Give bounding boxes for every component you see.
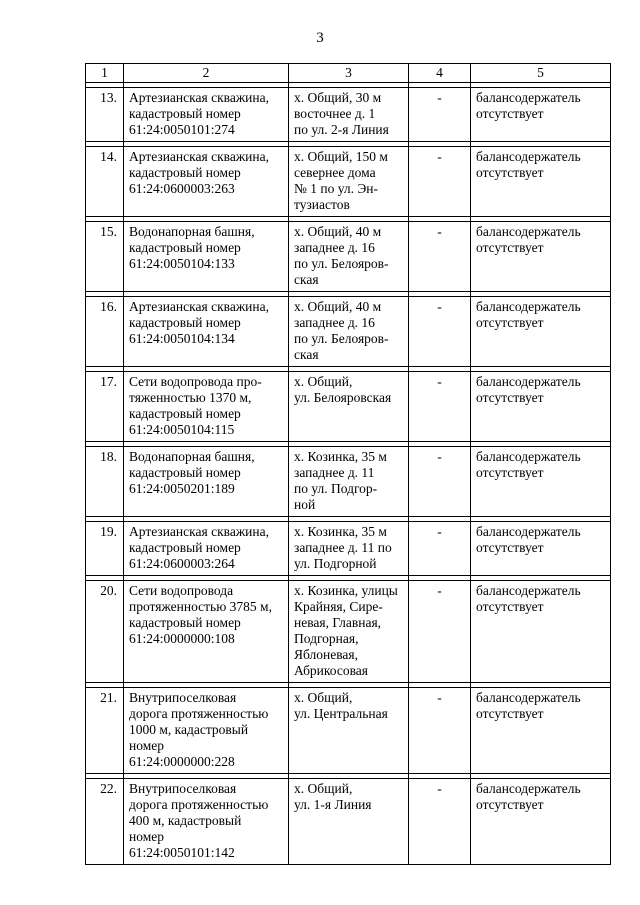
object-location-line: невая, Главная, (294, 615, 382, 630)
object-location-line: ул. 1-я Линия (294, 797, 372, 812)
balance-holder (471, 297, 611, 367)
object-name-line: дорога протяженностью (129, 706, 269, 721)
object-location-line: тузиастов (294, 197, 350, 212)
row-number: 14. (86, 147, 124, 217)
balance-holder-line: отсутствует (476, 706, 544, 721)
object-location-line: х. Козинка, 35 м (294, 449, 387, 464)
object-name-line: кадастровый номер (129, 165, 241, 180)
object-name (124, 688, 289, 774)
object-location-line: ул. Белояровская (294, 390, 392, 405)
table-row (86, 581, 611, 683)
row-number: 22. (86, 779, 124, 865)
table-row (86, 372, 611, 442)
column-4-value: - (409, 147, 471, 217)
column-4-value: - (409, 688, 471, 774)
table-header-row (86, 64, 611, 83)
object-name-line: 61:24:0050104:115 (129, 422, 235, 437)
balance-holder (471, 447, 611, 517)
object-location-line: Подгорная, (294, 631, 359, 646)
table-body (86, 83, 611, 865)
balance-holder-line: балансодержатель (476, 781, 581, 796)
row-number: 20. (86, 581, 124, 683)
object-name-line: кадастровый номер (129, 406, 241, 421)
column-header-3: 3 (289, 64, 409, 83)
table-row (86, 447, 611, 517)
object-location-line: по ул. 2-я Линия (294, 122, 389, 137)
object-name-line: Водонапорная башня, (129, 224, 255, 239)
table-row (86, 779, 611, 865)
object-name-line: Водонапорная башня, (129, 449, 255, 464)
object-name (124, 147, 289, 217)
table-row (86, 88, 611, 142)
object-name-line: Артезианская скважина, (129, 299, 269, 314)
balance-holder-line: балансодержатель (476, 90, 581, 105)
balance-holder-line: балансодержатель (476, 449, 581, 464)
column-header-2: 2 (124, 64, 289, 83)
balance-holder-line: балансодержатель (476, 149, 581, 164)
row-number: 17. (86, 372, 124, 442)
object-name-line: Сети водопровода (129, 583, 234, 598)
object-name-line: номер (129, 738, 165, 753)
object-name-line: Внутрипоселковая (129, 690, 237, 705)
column-4-value: - (409, 222, 471, 292)
column-4-value: - (409, 447, 471, 517)
object-name (124, 581, 289, 683)
table-row (86, 297, 611, 367)
object-location-line: севернее дома (294, 165, 376, 180)
object-name-line: кадастровый номер (129, 315, 241, 330)
balance-holder (471, 581, 611, 683)
object-name-line: Артезианская скважина, (129, 90, 269, 105)
object-location-line: х. Общий, (294, 781, 353, 796)
table-row (86, 147, 611, 217)
object-location-line: по ул. Подгор- (294, 481, 378, 496)
object-name (124, 522, 289, 576)
object-location (289, 222, 409, 292)
balance-holder-line: отсутствует (476, 240, 544, 255)
balance-holder-line: отсутствует (476, 797, 544, 812)
object-location-line: Яблоневая, (294, 647, 359, 662)
object-location-line: ская (294, 347, 319, 362)
object-name-line: дорога протяженностью (129, 797, 269, 812)
row-number: 16. (86, 297, 124, 367)
object-name-line: 61:24:0050101:142 (129, 845, 235, 860)
object-name-line: 61:24:0000000:108 (129, 631, 235, 646)
column-header-4: 4 (409, 64, 471, 83)
object-location-line: х. Козинка, 35 м (294, 524, 387, 539)
balance-holder-line: отсутствует (476, 165, 544, 180)
object-location-line: ной (294, 497, 316, 512)
object-location (289, 779, 409, 865)
object-name-line: Внутрипоселковая (129, 781, 237, 796)
object-location-line: х. Общий, 30 м (294, 90, 382, 105)
object-name (124, 297, 289, 367)
column-header-5: 5 (471, 64, 611, 83)
object-location-line: Крайняя, Сире- (294, 599, 383, 614)
object-location-line: западнее д. 11 по (294, 540, 392, 555)
column-4-value: - (409, 372, 471, 442)
object-location-line: западнее д. 16 (294, 240, 375, 255)
object-location (289, 447, 409, 517)
balance-holder (471, 222, 611, 292)
object-name-line: 1000 м, кадастровый (129, 722, 249, 737)
object-name-line: Артезианская скважина, (129, 524, 269, 539)
object-name-line: кадастровый номер (129, 106, 241, 121)
row-number: 13. (86, 88, 124, 142)
object-location-line: ул. Центральная (294, 706, 388, 721)
object-name (124, 779, 289, 865)
object-name-line: тяженностью 1370 м, (129, 390, 252, 405)
object-name-line: 61:24:0600003:264 (129, 556, 235, 571)
row-number: 15. (86, 222, 124, 292)
property-registry-table (85, 63, 611, 865)
balance-holder-line: отсутствует (476, 465, 544, 480)
page-number: 3 (316, 30, 324, 46)
object-name-line: кадастровый номер (129, 540, 241, 555)
object-location (289, 297, 409, 367)
column-4-value: - (409, 297, 471, 367)
balance-holder-line: балансодержатель (476, 374, 581, 389)
object-name-line: 61:24:0050104:134 (129, 331, 235, 346)
balance-holder (471, 88, 611, 142)
object-location (289, 88, 409, 142)
object-location-line: Абрикосовая (294, 663, 369, 678)
object-location-line: по ул. Белояров- (294, 331, 389, 346)
object-name-line: кадастровый номер (129, 465, 241, 480)
object-name-line: кадастровый номер (129, 240, 241, 255)
object-name-line: Сети водопровода про- (129, 374, 262, 389)
row-number: 21. (86, 688, 124, 774)
balance-holder-line: отсутствует (476, 390, 544, 405)
object-location-line: ская (294, 272, 319, 287)
balance-holder-line: балансодержатель (476, 299, 581, 314)
object-location-line: № 1 по ул. Эн- (294, 181, 379, 196)
object-name-line: 400 м, кадастровый (129, 813, 242, 828)
object-location (289, 581, 409, 683)
column-header-1: 1 (86, 64, 124, 83)
object-location-line: х. Общий, 150 м (294, 149, 388, 164)
object-name-line: номер (129, 829, 165, 844)
object-name (124, 372, 289, 442)
table-row (86, 688, 611, 774)
row-number: 19. (86, 522, 124, 576)
row-number: 18. (86, 447, 124, 517)
table-row (86, 222, 611, 292)
object-name-line: 61:24:0050201:189 (129, 481, 235, 496)
object-location-line: х. Козинка, улицы (294, 583, 398, 598)
object-location (289, 522, 409, 576)
object-name-line: Артезианская скважина, (129, 149, 269, 164)
object-name-line: 61:24:0600003:263 (129, 181, 235, 196)
balance-holder-line: отсутствует (476, 599, 544, 614)
object-location (289, 372, 409, 442)
balance-holder-line: балансодержатель (476, 524, 581, 539)
object-name-line: 61:24:0050104:133 (129, 256, 235, 271)
balance-holder (471, 779, 611, 865)
column-4-value: - (409, 88, 471, 142)
balance-holder (471, 688, 611, 774)
balance-holder (471, 372, 611, 442)
balance-holder-line: балансодержатель (476, 224, 581, 239)
column-4-value: - (409, 779, 471, 865)
table-row (86, 522, 611, 576)
balance-holder-line: балансодержатель (476, 690, 581, 705)
balance-holder-line: отсутствует (476, 106, 544, 121)
object-location-line: х. Общий, (294, 374, 353, 389)
object-name-line: 61:24:0000000:228 (129, 754, 235, 769)
balance-holder-line: отсутствует (476, 315, 544, 330)
object-location (289, 688, 409, 774)
column-4-value: - (409, 581, 471, 683)
object-location-line: ул. Подгорной (294, 556, 377, 571)
object-location-line: восточнее д. 1 (294, 106, 376, 121)
object-location-line: западнее д. 16 (294, 315, 375, 330)
object-name-line: 61:24:0050101:274 (129, 122, 235, 137)
object-name (124, 222, 289, 292)
object-location-line: х. Общий, (294, 690, 353, 705)
object-location-line: х. Общий, 40 м (294, 224, 382, 239)
object-name-line: протяженностью 3785 м, (129, 599, 272, 614)
object-location-line: западнее д. 11 (294, 465, 375, 480)
balance-holder (471, 147, 611, 217)
balance-holder (471, 522, 611, 576)
object-location-line: х. Общий, 40 м (294, 299, 382, 314)
object-name-line: кадастровый номер (129, 615, 241, 630)
balance-holder-line: балансодержатель (476, 583, 581, 598)
column-4-value: - (409, 522, 471, 576)
object-name (124, 447, 289, 517)
object-location (289, 147, 409, 217)
object-location-line: по ул. Белояров- (294, 256, 389, 271)
balance-holder-line: отсутствует (476, 540, 544, 555)
object-name (124, 88, 289, 142)
